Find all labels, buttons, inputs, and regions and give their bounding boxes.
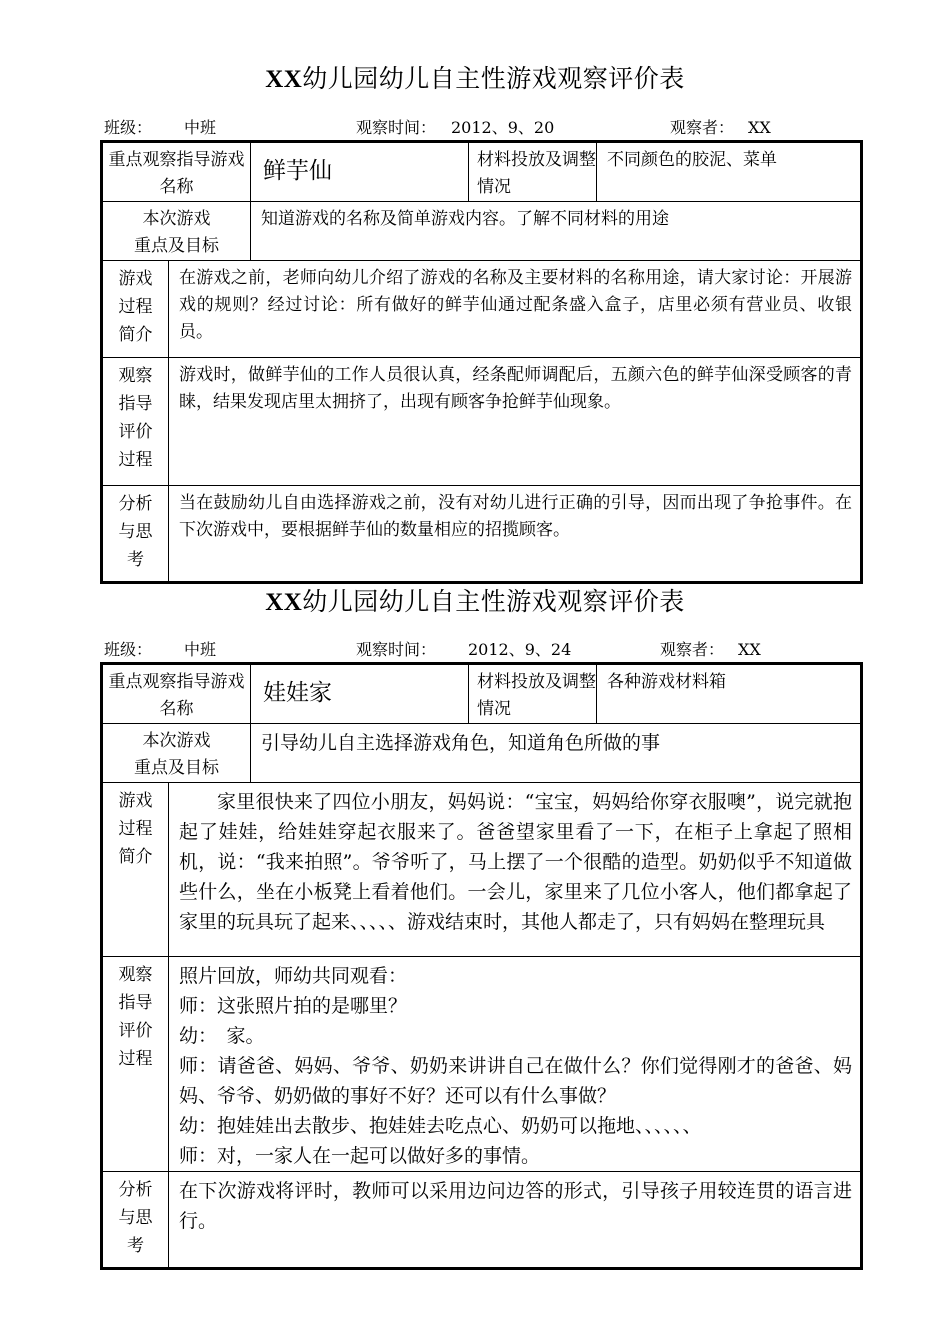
form-1-class-label: 班级：: [104, 118, 153, 137]
form-2-goal-label: [103, 724, 251, 783]
form-2-title-text: 幼儿园幼儿自主性游戏观察评价表: [302, 587, 685, 616]
form-1-goal-label-2: 重点及目标: [134, 236, 219, 256]
form-2-eval-text: [169, 957, 861, 1172]
form-2-class-value: 中班: [184, 640, 217, 659]
eval-label-line: 过程: [118, 1049, 153, 1069]
process-label-line: 游戏: [118, 269, 153, 289]
eval-label-line: 评价: [118, 1021, 153, 1041]
form-2-title-bold: XX: [265, 589, 303, 616]
form-2-observer-label: 观察者：: [660, 640, 725, 659]
form-1-game-name: 鲜芋仙: [251, 143, 469, 202]
form-1-class-value: 中班: [184, 118, 217, 137]
form-2-time-label: 观察时间：: [356, 640, 437, 659]
analysis-label-line: 考: [127, 550, 144, 570]
form-2-table: [102, 664, 861, 1268]
form-2-goal-text: 引导幼儿自主选择游戏角色，知道角色所做的事: [251, 724, 861, 783]
form-1-game-name-label: 重点观察指导游戏名称: [103, 143, 251, 202]
form-1-observer-label: 观察者：: [670, 118, 735, 137]
form-1-goal-label: [103, 202, 251, 261]
form-1-time-label: 观察时间：: [356, 118, 437, 137]
analysis-label-line: 考: [127, 1236, 144, 1256]
form-1-analysis-text: 当在鼓励幼儿自由选择游戏之前，没有对幼儿进行正确的引导，因而出现了争抢事件。在下次游戏中，要根据鲜芋仙的数量相应的招揽顾客。: [169, 486, 861, 582]
form-1-meta: [104, 116, 864, 140]
dialogue-line: 师：请爸爸、妈妈、爷爷、奶奶来讲讲自己在做什么？你们觉得刚才的爸爸、妈妈、爷爷、奶奶做的事好不好？还可以有什么事做？: [179, 1055, 852, 1107]
analysis-label-line: 分析: [118, 1180, 153, 1200]
form-1-goal-text: 知道游戏的名称及简单游戏内容。了解不同材料的用途: [251, 202, 861, 261]
dialogue-line: 幼：抱娃娃出去散步、抱娃娃去吃点心、奶奶可以拖地、、、、、、: [179, 1115, 702, 1137]
analysis-label-line: 分析: [118, 494, 153, 514]
form-2-game-name-label: 重点观察指导游戏名称: [103, 665, 251, 724]
process-label-line: 游戏: [118, 791, 153, 811]
form-1-title: [0, 62, 950, 97]
eval-label-line: 过程: [118, 450, 153, 470]
process-label-line: 过程: [118, 297, 153, 317]
form-1-observer-value: XX: [748, 118, 771, 137]
eval-label-line: 评价: [118, 422, 153, 442]
form-2-observer-value: XX: [738, 640, 761, 659]
analysis-label-line: 与思: [118, 522, 153, 542]
form-1-eval-text: 游戏时，做鲜芋仙的工作人员很认真，经条配师调配后，五颜六色的鲜芋仙深受顾客的青睐，结果发现店里太拥挤了，出现有顾客争抢鲜芋仙现象。: [169, 358, 861, 486]
form-1-eval-label: [103, 358, 169, 486]
dialogue-line: 师：对，一家人在一起可以做好多的事情。: [179, 1145, 541, 1167]
form-2-process-label: [103, 783, 169, 957]
dialogue-line: 幼： 家。: [179, 1025, 265, 1047]
form-1-material-label: 材料投放及调整情况: [469, 143, 597, 202]
form-2-material-label: 材料投放及调整情况: [469, 665, 597, 724]
form-2-material-value: 各种游戏材料箱: [597, 665, 861, 724]
form-1-time-value: 2012、9、20: [451, 118, 555, 137]
form-1-title-bold: XX: [265, 66, 303, 93]
eval-label-line: 指导: [118, 394, 153, 414]
form-1-goal-label-1: 本次游戏: [142, 209, 211, 229]
form-2-analysis-label: [103, 1172, 169, 1268]
form-2-title: [0, 585, 950, 620]
form-2-meta: [104, 638, 864, 662]
form-1-analysis-label: [103, 486, 169, 582]
form-2-eval-label: [103, 957, 169, 1172]
process-label-line: 过程: [118, 819, 153, 839]
form-2-goal-label-2: 重点及目标: [134, 758, 219, 778]
dialogue-line: 照片回放，师幼共同观看：: [179, 965, 408, 987]
process-label-line: 简介: [118, 847, 153, 867]
form-2-goal-label-1: 本次游戏: [142, 731, 211, 751]
form-2-game-name: 娃娃家: [251, 665, 469, 724]
eval-label-line: 指导: [118, 993, 153, 1013]
process-label-line: 简介: [118, 325, 153, 345]
form-1-material-value: 不同颜色的胶泥、菜单: [597, 143, 861, 202]
form-2-analysis-text: 在下次游戏将评时，教师可以采用边问边答的形式，引导孩子用较连贯的语言进行。: [169, 1172, 861, 1268]
eval-label-line: 观察: [118, 366, 153, 386]
analysis-label-line: 与思: [118, 1208, 153, 1228]
form-1-title-text: 幼儿园幼儿自主性游戏观察评价表: [302, 64, 685, 93]
form-1-table: [102, 142, 861, 582]
form-2-process-text: 家里很快来了四位小朋友，妈妈说：“宝宝，妈妈给你穿衣服噢”，说完就抱起了娃娃，给娃娃穿起衣服来了。爸爸望家里看了一下，在柜子上拿起了照相机，说：“我来拍照”。爷爷听了，马上摆了一个很酷的造型。奶奶似乎不知道做些什么，坐在小板凳上看着他们。一会儿，家里来了几位小客人，他们都拿起了家里的玩具玩了起来、、、、、游戏结束时，其他人都走了，只有妈妈在整理玩具: [169, 783, 861, 957]
eval-label-line: 观察: [118, 965, 153, 985]
form-2-time-value: 2012、9、24: [468, 640, 572, 659]
form-1-process-text: 在游戏之前，老师向幼儿介绍了游戏的名称及主要材料的名称用途，请大家讨论：开展游戏的规则？经过讨论：所有做好的鲜芋仙通过配条盛入盒子，店里必须有营业员、收银员。: [169, 261, 861, 358]
dialogue-line: 师：这张照片拍的是哪里？: [179, 995, 408, 1017]
form-1-process-label: [103, 261, 169, 358]
form-2-class-label: 班级：: [104, 640, 153, 659]
